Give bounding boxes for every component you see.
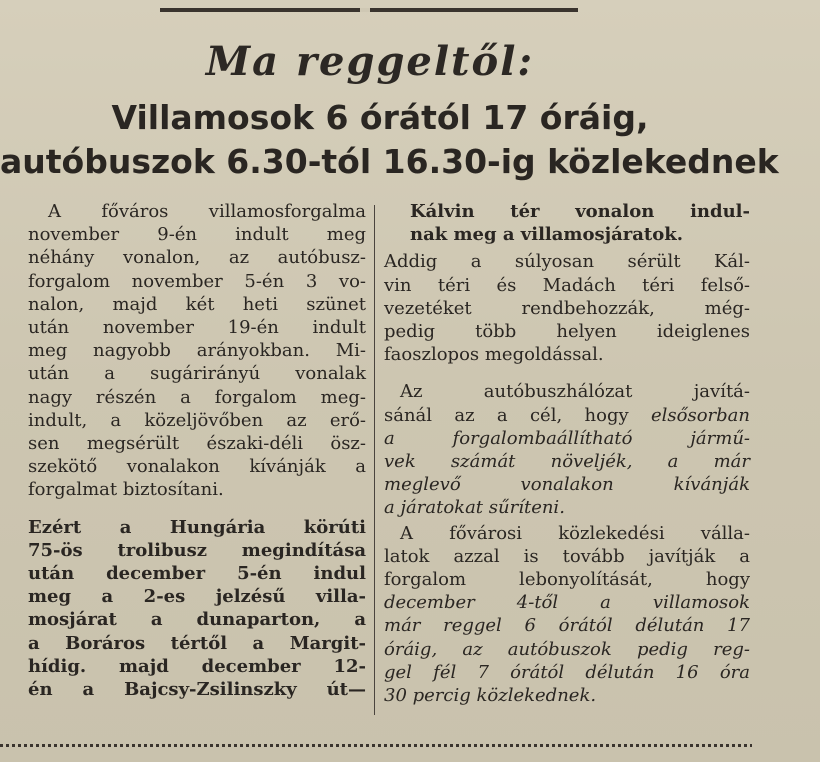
left-paragraph-2 [28,516,366,702]
kicker: Ma reggeltől: [205,38,535,85]
text-line: A fővárosi közlekedési válla- [400,522,750,544]
text-line: 75-ös trolibusz megindítása [28,539,366,561]
text-line: pedig több helyen ideiglenes [384,321,750,343]
text-line: sánál az a cél, hogy elsősorban [384,404,750,426]
text-line: mosjárat a dunaparton, a [28,609,366,631]
headline-line-2: autóbuszok 6.30-tól 16.30-ig közlekednek [0,142,779,181]
text-line: 30 percig közlekednek. [384,685,597,707]
text-line: december 4-től a villamosok [384,592,750,614]
text-line: sen megsérült északi-déli ösz- [28,433,366,455]
text-line: után december 5-én indul [28,563,366,585]
text-line: forgalmat biztosítani. [28,479,224,501]
text-line: meglevő vonalakon kívánják [384,474,750,496]
right-paragraph-2 [384,380,750,519]
text-line: után a sugárirányú vonalak [28,363,366,385]
text-line: szekötő vonalakon kívánják a [28,456,366,478]
right-paragraph-1 [384,250,750,366]
text-line: már reggel 6 órától délután 17 [384,615,750,637]
text-line: nalon, majd két heti szünet [28,293,366,315]
right-paragraph-3 [384,522,750,708]
text-line: nagy részén a forgalom meg- [28,386,366,408]
text-line: gel fél 7 órától délután 16 óra [384,661,750,683]
left-column [28,200,366,701]
text-line: vek számát növeljék, a már [384,451,750,473]
column-divider [374,205,375,715]
bottom-rule [0,744,752,747]
text-line: a Boráros tértől a Margit- [28,632,366,654]
text-line: Kálvin tér vonalon indul- [410,201,750,222]
text-line: a járatokat sűríteni. [384,497,565,519]
right-column [384,200,750,707]
headline-line-1: Villamosok 6 órától 17 óráig, [111,98,649,137]
text-line: Addig a súlyosan sérült Kál- [384,251,750,273]
text-line: után november 19-én indult [28,317,366,339]
text-line: forgalom lebonyolítását, hogy [384,569,750,591]
left-paragraph-1 [28,200,366,502]
text-line: Az autóbuszhálózat javítá- [400,381,750,403]
text-line: faoszlopos megoldással. [384,344,604,366]
right-subhead [384,200,750,246]
text-line: november 9-én indult meg [28,224,366,246]
top-rule [160,8,578,12]
text-line: meg nagyobb arányokban. Mi- [28,340,366,362]
text-line: nak meg a villamosjáratok. [410,224,683,246]
text-line: vezetéket rendbehozzák, még- [384,297,750,319]
text-line: indult, a közeljövőben az erő- [28,409,366,431]
text-line: néhány vonalon, az autóbusz- [28,247,366,269]
text-line: én a Bajcsy-Zsilinszky út— [28,679,366,701]
text-line: latok azzal is tovább javítják a [384,545,750,567]
text-line: A főváros villamosforgalma [48,201,366,222]
text-line: hídig. majd december 12- [28,655,366,677]
text-line: a forgalombaállítható jármű- [384,427,750,449]
text-line: forgalom november 5-én 3 vo- [28,270,366,292]
text-line: vin téri és Madách téri felső- [384,274,750,296]
text-line: óráig, az autóbuszok pedig reg- [384,638,750,660]
text-line: Ezért a Hungária körúti [28,516,366,538]
text-line: meg a 2-es jelzésű villa- [28,586,366,608]
